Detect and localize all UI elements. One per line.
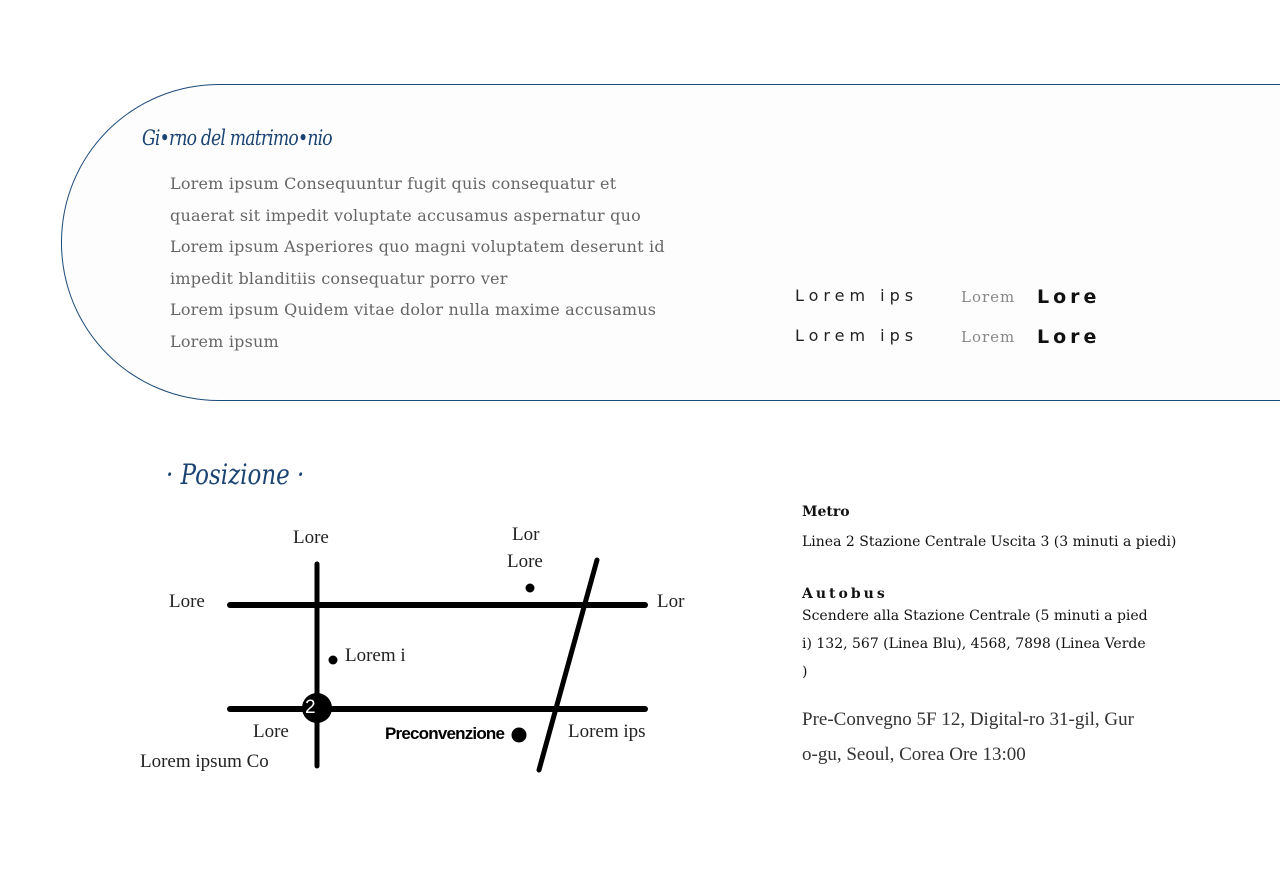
map-label: Lor xyxy=(657,591,685,612)
bus-heading: Autobus xyxy=(802,586,888,602)
venue-label: Preconvenzione xyxy=(385,724,505,743)
info-sub: Lorem xyxy=(961,328,1016,346)
map-label: Lore xyxy=(507,551,543,572)
description-line: quaerat sit impedit voluptate accusamus aspernatur quo xyxy=(170,205,641,225)
address-line: Pre-Convegno 5F 12, Digital-ro 31-gil, Gur xyxy=(802,709,1134,730)
venue-dot xyxy=(512,728,527,743)
description-line: Lorem ipsum Asperiores quo magni voluptatem deserunt id xyxy=(170,237,665,257)
map-label: Lorem i xyxy=(345,645,406,666)
location-title: · Posizione · xyxy=(166,458,305,491)
metro-text: Linea 2 Stazione Centrale Uscita 3 (3 minuti a piedi) xyxy=(802,534,1177,550)
info-value: Lore xyxy=(1037,286,1101,308)
bus-line: ) xyxy=(802,664,808,680)
address-line: o-gu, Seoul, Corea Ore 13:00 xyxy=(802,744,1026,765)
landmark-dot xyxy=(329,656,338,665)
wedding-day-description xyxy=(170,168,730,358)
landmark-dot xyxy=(526,584,535,593)
map-roads xyxy=(130,520,690,790)
map-label: Lore xyxy=(293,527,329,548)
station-number: 2 xyxy=(305,697,316,718)
info-sub: Lorem xyxy=(961,288,1016,306)
metro-heading: Metro xyxy=(802,504,850,520)
map-label: Lorem ips xyxy=(568,721,646,742)
description-line: impedit blanditiis consequatur porro ver xyxy=(170,268,508,288)
directions xyxy=(802,500,1222,772)
map-label: Lor xyxy=(512,524,540,545)
bus-line: Scendere alla Stazione Centrale (5 minuti a pied xyxy=(802,608,1148,624)
map-label: Lore xyxy=(169,591,205,612)
info-label: Lorem ips xyxy=(795,326,919,345)
info-value: Lore xyxy=(1037,326,1101,348)
wedding-day-title: Gi•rno del matrimo•nio xyxy=(142,126,332,150)
map-label: Lore xyxy=(253,721,289,742)
info-label: Lorem ips xyxy=(795,286,919,305)
title-dot: • xyxy=(297,126,308,150)
description-line: Lorem ipsum xyxy=(170,331,279,351)
location-map xyxy=(130,520,690,790)
description-line: Lorem ipsum Quidem vitae dolor nulla maxime accusamus xyxy=(170,300,657,320)
bus-line: i) 132, 567 (Linea Blu), 4568, 7898 (Linea Verde xyxy=(802,636,1146,652)
map-label: Lorem ipsum Co xyxy=(140,751,269,772)
description-line: Lorem ipsum Consequuntur fugit quis consequatur et xyxy=(170,174,617,193)
title-dot: • xyxy=(159,126,169,150)
